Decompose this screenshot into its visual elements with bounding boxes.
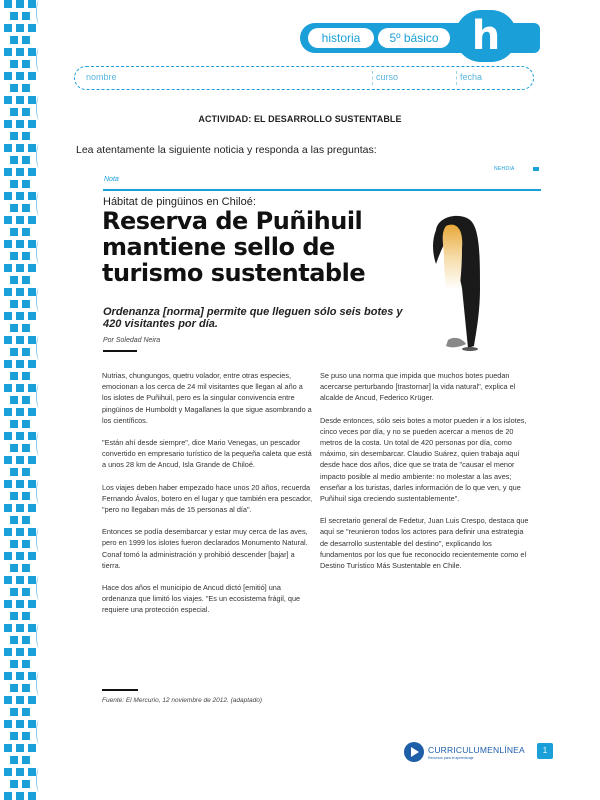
pattern-square [10,324,18,332]
pattern-square [4,552,12,560]
article-headline: Reserva de Puñihuil mantiene sello de turismo sustentable [102,207,366,287]
pattern-square [22,492,30,500]
pattern-square [16,768,24,776]
pattern-curve [36,384,42,408]
pattern-square [10,732,18,740]
pattern-square [28,504,36,512]
pattern-square [22,516,30,524]
pattern-curve [36,240,42,264]
pattern-square [4,504,12,512]
pattern-square [22,348,30,356]
pattern-square [16,360,24,368]
pattern-square [4,360,12,368]
pattern-square [16,0,24,8]
pattern-curve [36,768,42,792]
pattern-square [16,600,24,608]
source-rule [102,689,138,691]
pattern-square [22,60,30,68]
pattern-square [10,252,18,260]
pattern-square [4,216,12,224]
pattern-square [10,156,18,164]
pattern-square [28,144,36,152]
pattern-square [10,276,18,284]
pattern-square [16,720,24,728]
pattern-square [4,600,12,608]
pattern-square [10,684,18,692]
pattern-square [16,24,24,32]
pattern-square [28,192,36,200]
pattern-square [28,0,36,8]
pattern-square [4,792,12,800]
pattern-square [22,324,30,332]
pattern-square [22,708,30,716]
pattern-square [22,300,30,308]
pattern-square [10,180,18,188]
pattern-square [22,132,30,140]
pattern-square [22,276,30,284]
instructions-text: Lea atentamente la siguiente noticia y responda a las preguntas: [76,144,377,156]
article-paragraph: "Están ahí desde siempre", dice Mario Venegas, un pescador convertido en empresario turístico de la pequeña caleta que está a unos 28 km de Ancud, Isla Grande de Chiloé. [102,438,312,470]
pattern-square [4,240,12,248]
pattern-square [28,24,36,32]
pattern-square [4,312,12,320]
pattern-square [10,36,18,44]
pattern-square [28,360,36,368]
pattern-square [4,144,12,152]
pattern-square [10,588,18,596]
article-paragraph: El secretario general de Fedetur, Juan Luis Crespo, destaca que aquí se "reunieron todos los actores para definir una estrategia de desarrollo sustentable del destino", explicando los fundamentos por los que fue reconocido recientemente como el Destino Turístico Más Sustentable en Chile. [320,516,529,571]
pattern-square [10,660,18,668]
course-field-label[interactable]: curso [376,72,399,82]
curriculum-logo-subtext: Recursos para el aprendizaje [428,756,474,760]
pattern-square [16,552,24,560]
pattern-square [16,744,24,752]
pattern-curve [36,480,42,504]
pattern-square [10,420,18,428]
pattern-square [28,264,36,272]
pattern-square [16,672,24,680]
pattern-square [10,444,18,452]
pattern-square [10,564,18,572]
pattern-square [10,348,18,356]
pattern-square [16,696,24,704]
pattern-square [4,768,12,776]
pattern-square [4,48,12,56]
pattern-square [28,720,36,728]
article-paragraph: Desde entonces, sólo seis botes a motor pueden ir a los islotes, cinco veces por día, y no se pueden acercar a menos de 20 metros de la costa. Un total de 420 personas por día, como máximo, sin desembarcar. Claudio Suárez, quien trabaja aquí desde hace dos años, dice que se trata de "causar el menor impacto posible al medio ambiente: no molestar a las aves; enseñar a los turistas, darles información de lo que ven, y que Puñihuil siga creciendo sustentablemente". [320,415,527,504]
pattern-square [28,624,36,632]
article-section-tag: Nota [104,176,119,183]
pattern-square [28,600,36,608]
pattern-square [4,384,12,392]
pattern-square [22,444,30,452]
pattern-square [16,432,24,440]
pattern-square [28,240,36,248]
article-source: Fuente: El Mercurio, 12 noviembre de 2012. (adaptado) [102,697,263,704]
article-paragraph: Entonces se podía desembarcar y estar muy cerca de las aves, pero en 1999 los islotes fueron declarados Monumento Natural. Conaf tomó la administración y prohibió descender [bajar] a tierra. [102,527,308,570]
name-field-label[interactable]: nombre [86,72,117,82]
pattern-square [22,420,30,428]
pattern-square [22,684,30,692]
form-divider [456,71,457,85]
penguin-illustration [418,208,498,358]
pattern-square [16,168,24,176]
subject-tag: historia [308,28,374,48]
pattern-square [22,204,30,212]
pattern-square [22,780,30,788]
pattern-square [28,792,36,800]
pattern-square [22,540,30,548]
pattern-square [16,504,24,512]
pattern-square [16,576,24,584]
pattern-square [4,192,12,200]
pattern-square [16,72,24,80]
pattern-curve [36,144,42,168]
pattern-square [22,36,30,44]
pattern-square [4,720,12,728]
pattern-square [10,204,18,212]
pattern-square [16,408,24,416]
pattern-square [4,648,12,656]
pattern-square [10,12,18,20]
pattern-curve [36,0,42,24]
pattern-square [10,708,18,716]
pattern-square [16,264,24,272]
publication-label: NEHDIA [494,166,515,172]
pattern-square [4,336,12,344]
pattern-square [28,96,36,104]
pattern-square [28,72,36,80]
pattern-curve [36,432,42,456]
pattern-square [4,528,12,536]
pattern-square [28,216,36,224]
pattern-square [22,12,30,20]
pattern-square [16,192,24,200]
pattern-square [22,84,30,92]
pattern-square [16,384,24,392]
pattern-square [28,768,36,776]
article-column-right [320,370,532,582]
pattern-square [16,792,24,800]
pattern-square [4,0,12,8]
pattern-curve [36,288,42,312]
pattern-square [10,492,18,500]
pattern-square [10,60,18,68]
pattern-square [16,648,24,656]
pattern-square [4,744,12,752]
pattern-square [22,756,30,764]
pattern-square [22,660,30,668]
pattern-square [28,576,36,584]
pattern-square [28,312,36,320]
pattern-square [4,24,12,32]
pattern-curve [36,336,42,360]
pattern-square [28,552,36,560]
pattern-square [28,168,36,176]
pattern-square [4,672,12,680]
page-number: 1 [537,743,553,759]
pattern-square [4,624,12,632]
curriculum-logo-icon [404,742,424,762]
pattern-square [10,780,18,788]
pattern-curve [36,528,42,552]
pattern-square [28,696,36,704]
article-paragraph: Los viajes deben haber empezado hace unos 20 años, recuerda Fernando Ávalos, botero en el lugar y que también era pescador, "pero no llegaban más de 15 personas al día". [102,482,313,515]
pattern-square [10,132,18,140]
pattern-square [16,144,24,152]
pattern-square [28,744,36,752]
pattern-square [28,384,36,392]
pattern-square [22,228,30,236]
date-field-label[interactable]: fecha [460,72,483,82]
pattern-square [10,612,18,620]
article-top-rule [103,189,541,191]
pattern-square [4,72,12,80]
pattern-square [16,240,24,248]
pattern-square [16,528,24,536]
pattern-square [16,456,24,464]
byline-rule [103,350,137,352]
pattern-square [4,264,12,272]
pattern-square [4,456,12,464]
article-paragraph: Se puso una norma que impida que muchos botes puedan acercarse perturbando [trastornar] la vida natural", explica el alcalde de Ancud, Federico Krüger. [320,371,516,403]
pattern-square [16,624,24,632]
pattern-square [28,456,36,464]
article-kicker: Hábitat de pingüinos en Chiloé: [103,196,256,208]
pattern-square [28,408,36,416]
pattern-square [4,432,12,440]
pattern-square [16,48,24,56]
pattern-square [16,216,24,224]
pattern-square [22,372,30,380]
pattern-square [28,288,36,296]
pattern-square [10,84,18,92]
pattern-curve [36,672,42,696]
pattern-square [28,48,36,56]
pattern-square [4,576,12,584]
article-column-left [102,370,314,627]
pattern-square [10,228,18,236]
pattern-curve [36,576,42,600]
grade-tag: 5º básico [378,28,450,48]
article-paragraph: Hace dos años el municipio de Ancud dictó [emitió] una ordenanza que limitó los viajes. "Es un ecosistema frágil, que requiere una protección especial. [102,583,301,615]
pattern-square [16,288,24,296]
pattern-square [28,432,36,440]
pattern-square [22,612,30,620]
pattern-square [22,180,30,188]
pattern-square [10,468,18,476]
article-deck: Ordenanza [norma] permite que lleguen sólo seis botes y 420 visitantes por día. [103,306,403,330]
pattern-square [22,396,30,404]
pattern-square [16,96,24,104]
pattern-square [10,516,18,524]
publication-marker [533,167,539,171]
pattern-curve [36,48,42,72]
pattern-square [16,312,24,320]
subject-letter-badge: h [455,10,517,62]
pattern-square [10,636,18,644]
pattern-curve [36,624,42,648]
pattern-square [4,408,12,416]
pattern-square [4,96,12,104]
pattern-square [28,648,36,656]
pattern-square [10,540,18,548]
pattern-square [22,156,30,164]
pattern-square [10,396,18,404]
pattern-square [10,756,18,764]
pattern-square [4,696,12,704]
pattern-square [22,468,30,476]
activity-title: ACTIVIDAD: EL DESARROLLO SUSTENTABLE [198,114,402,124]
pattern-square [4,168,12,176]
pattern-square [22,636,30,644]
pattern-square [4,480,12,488]
pattern-square [22,588,30,596]
form-divider [372,71,373,85]
pattern-square [28,528,36,536]
pattern-square [10,300,18,308]
curriculum-logo-text: CURRICULUMENLÍNEA [428,745,525,755]
pattern-square [16,480,24,488]
pattern-square [22,252,30,260]
pattern-curve [36,720,42,744]
article-paragraph: Nutrias, chungungos, quetru volador, entre otras especies, emocionan a los cerca de 24 mil visitantes que llegan al año a los islotes de Puñihuil, pero es la singular convivencia entre pingüinos de Humboldt y Magallanes la que sigue asombrando a los científicos. [102,371,312,425]
pattern-square [22,732,30,740]
pattern-square [4,288,12,296]
pattern-square [10,372,18,380]
pattern-square [28,672,36,680]
play-arrow-icon [411,747,419,757]
pattern-square [28,480,36,488]
pattern-square [22,564,30,572]
pattern-square [16,336,24,344]
article-byline: Por Soledad Neira [103,337,161,344]
pattern-curve [36,192,42,216]
pattern-square [28,336,36,344]
